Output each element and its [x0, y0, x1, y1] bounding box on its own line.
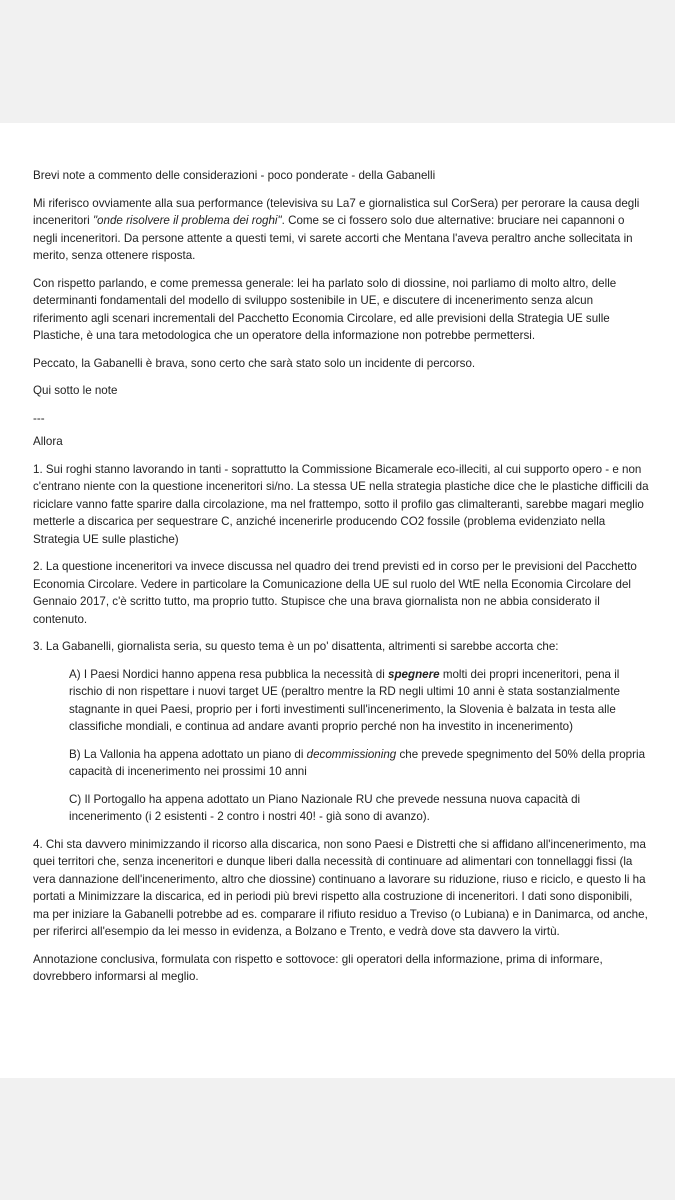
emphasis-text: spegnere	[388, 667, 440, 681]
sub-item-c: C) Il Portogallo ha appena adottato un Piano Nazionale RU che prevede nessuna nuova capacità di incenerimento (i 2 esistenti - 2 contro i nostri 40! - già sono di avanzo).	[69, 792, 581, 823]
sub-item-a	[33, 666, 651, 736]
separator: ---	[33, 411, 45, 425]
paragraph-performance	[33, 195, 651, 265]
sub-item-text: che prevede spegnimento del 50% della propria capacità di incenerimento nei prossimi 10 anni	[69, 747, 646, 778]
paragraph-premise: Con rispetto parlando, e come premessa generale: lei ha parlato solo di diossine, noi parliamo di molto altro, delle determinanti fondamentali del modello di sviluppo sostenibile in UE, e discutere di incenerimento senza alcun riferimento agli scenari incrementali del Pacchetto Economia Circolare, ed alle previsioni della Strategia UE sulle Plastiche, è una tara metodologica che un operatore della informazione non potrebbe permettersi.	[33, 276, 617, 342]
note-item-2: 2. La questione inceneritori va invece discussa nel quadro dei trend previsti ed in corso per le previsioni del Pacchetto Economia Circolare. Vedere in particolare la Comunicazione della UE sul ruolo del WtE nella Economia Circolare del Gennaio 2017, c'è scritto tutto, ma proprio tutto. Stupisce che una brava giornalista non ne abbia considerato il contenuto.	[33, 560, 637, 626]
quote-text: "onde risolvere il problema dei roghi"	[92, 214, 282, 227]
paragraph-pity: Peccato, la Gabanelli è brava, sono certo che sarà stato solo un incidente di percorso.	[33, 356, 476, 370]
emphasis-text: decommissioning	[306, 747, 397, 761]
sub-item-text: B) La Vallonia ha appena adottato un piano di	[69, 747, 307, 761]
sub-item-text: A) I Paesi Nordici hanno appena resa pubblica la necessità di	[69, 667, 389, 681]
paragraph-allora: Allora	[33, 435, 63, 448]
note-item-4: 4. Chi sta davvero minimizzando il ricorso alla discarica, non sono Paesi e Distretti che si affidano all'incenerimento, ma quei territori che, senza inceneritori e dunque liberi dalla necessità di continuare ad alimentari con tonnellaggi fissi (la vera dannazione dell'incenerimento, altro che diossine) continuano a lavorare su riduzione, riuso e riciclo, e questo li ha portati a Minimizzare la discarica, ed in periodi più brevi rispetto alla costruzione di inceneritori. I dati sono disponibili, ma per iniziare la Gabanelli potrebbe ad es. comparare il rifiuto residuo a Treviso (o Lubiana) e in Danimarca, od anche, per riferirci all'esempio da lei messo in evidenza, a Bolzano e Trento, e vedrà dove sta davvero la virtù.	[33, 837, 648, 938]
paragraph-text: Mi riferisco ovviamente alla sua performance (televisiva su La7 e giornalistica sul CorSera) per perorare la causa degli inceneritori	[33, 196, 640, 227]
document-body	[33, 167, 651, 996]
document-title: Brevi note a commento delle considerazioni - poco ponderate - della Gabanelli	[33, 169, 436, 182]
paragraph-text: . Come se ci fossero solo due alternative: bruciare nei capannoni o negli inceneritori. Da persone attente a questi temi, vi sarete accorti che Mentana l'aveva peraltro anche sollecitata in merito, senza ottenere risposta.	[33, 214, 633, 262]
paragraph-conclusion: Annotazione conclusiva, formulata con rispetto e sottovoce: gli operatori della informazione, prima di informare, dovrebbero informarsi al meglio.	[33, 952, 603, 983]
sub-item-text: molti dei propri inceneritori, pena il rischio di non rispettare i nuovi target UE (peraltro mentre la RD negli ultimi 10 anni è stata sostanzialmente stagnante in quei Paesi, proprio per i forti investimenti sull'incenerimento, la Slovenia è balzata in testa alle classifiche mondiali, e continua ad andare avanti proprio perché non ha investito in incenerimento)	[69, 667, 620, 733]
paragraph-notes-intro: Qui sotto le note	[33, 384, 118, 397]
sub-item-b	[33, 746, 651, 781]
document-page	[0, 123, 675, 1078]
note-item-3: 3. La Gabanelli, giornalista seria, su questo tema è un po' disattenta, altrimenti si sarebbe accorta che:	[33, 640, 559, 653]
note-item-1: 1. Sui roghi stanno lavorando in tanti - soprattutto la Commissione Bicamerale eco-illeciti, al cui supporto opero - e non c'entrano niente con la questione inceneritori si/no. La stessa UE nella strategia plastiche dice che le plastiche difficili da riciclare vanno fatte sparire dalla circolazione, ma nel frattempo, sotto il profilo gas climalteranti, sarebbe magari meglio metterle a discarica per sequestrare C, anziché incenerirle producendo CO2 fossile (problema evidenziato nella Strategia UE sulle plastiche)	[33, 462, 649, 546]
